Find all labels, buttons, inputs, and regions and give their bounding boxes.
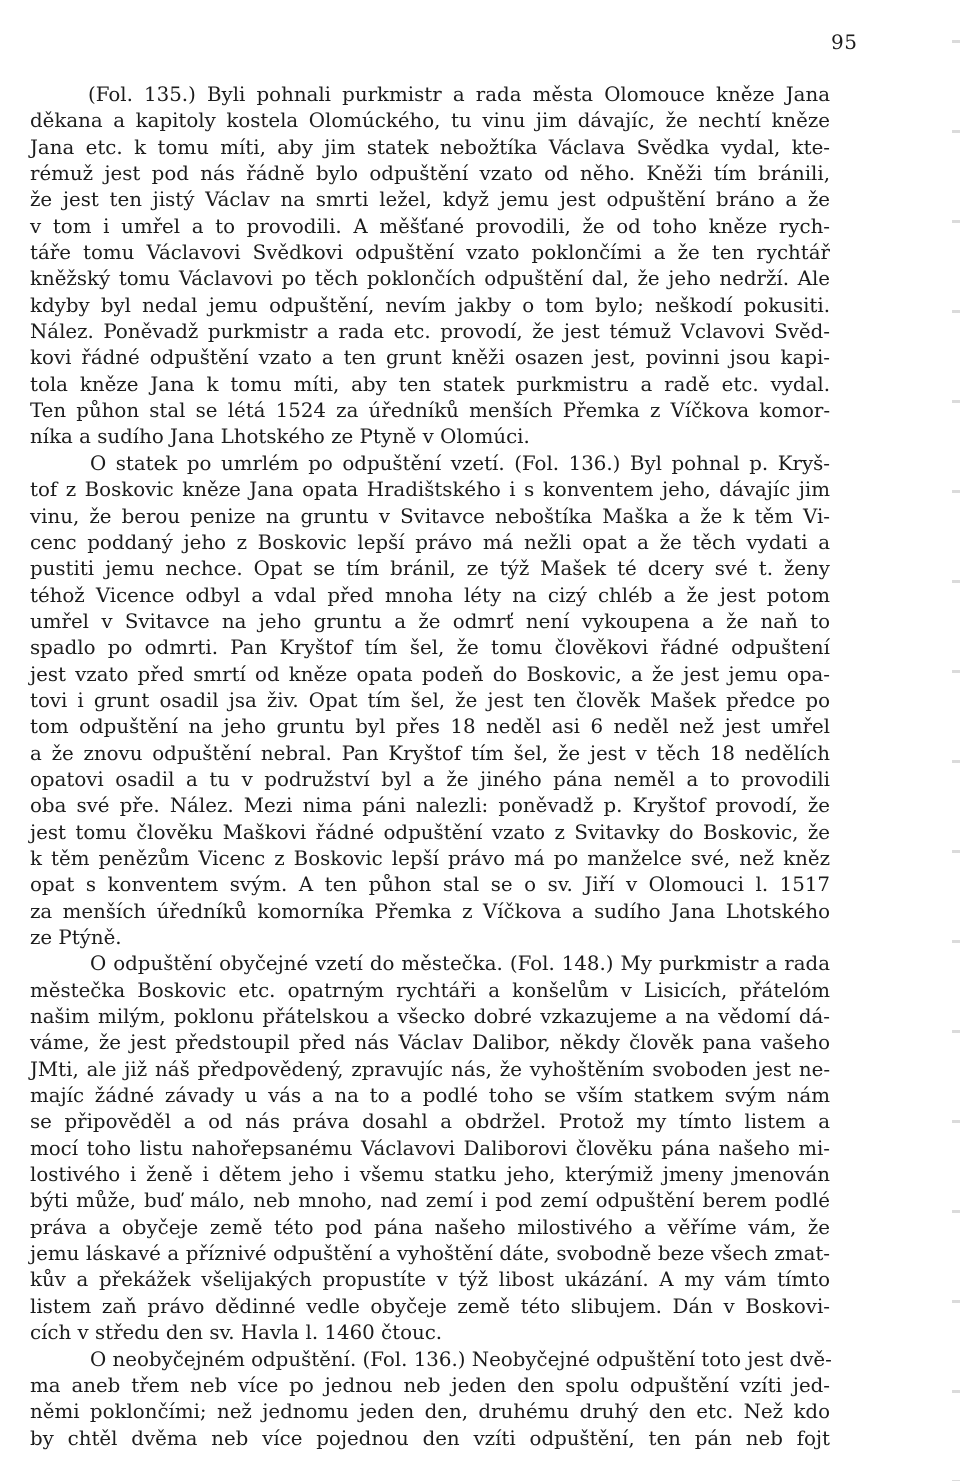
text-line: tom odpuštění na jeho gruntu byl přes 18 neděl asi 6 neděl než jest umřel <box>30 715 830 739</box>
text-line: tola kněze Jana k tomu míti, aby ten statek purkmistru a radě etc. vydal. <box>30 372 830 396</box>
text-line: opat s konventem svým. A ten půhon stal se o sv. Jiří v Olomouci l. 1517 <box>30 873 830 897</box>
text-line: by chtěl dvěma neb více pojednou den vzíti odpuštění, ten pán neb fojt <box>30 1426 830 1450</box>
text-line: pustiti jemu nechce. Opat se tím bránil, ze týž Mašek té dcery své t. ženy <box>30 557 830 581</box>
text-line: jest tomu člověku Maškovi řádné odpuštění vzato z Svitavky do Boskovic, že <box>30 820 830 844</box>
text-line: cenc poddaný jeho z Boskovic lepší právo má nežli opat a že těch vydati a <box>30 530 830 554</box>
text-line: táře tomu Václavovi Svědkovi odpuštění vzato poklončími a že ten rychtář <box>30 241 830 265</box>
text-line: našim milým, poklonu přátelskou a všecko dobré vzkazujeme a na vědomí dá- <box>30 1005 830 1029</box>
text-line: majíc žádné závady u vás a na to a podlé toho se vším statkem svým nám <box>30 1084 830 1108</box>
text-line: opatovi osadil a tu v podružství byl a že jiného pána neměl a to provodili <box>30 767 830 791</box>
text-line: kněžský tomu Václavovi po těch poklončích odpuštění dal, že jeho nedrží. Ale <box>30 267 830 291</box>
text-line: že jest ten jistý Václav na smrti ležel, když jemu jest odpuštění bráno a že <box>30 188 830 212</box>
text-line: váme, že jest předstoupil před nás Václav Dalibor, někdy člověk pana vašeho <box>30 1031 830 1055</box>
text-line: býti může, buď málo, neb mnoho, nad zemí i pod zemí odpuštění berem podlé <box>30 1189 830 1213</box>
text-line: mocí toho listu nahořepsanému Václavovi Daliborovi člověku pána našeho mi- <box>30 1136 830 1160</box>
text-line: kovi řádné odpuštění vzato a ten grunt kněži osazen jest, povinni jsou kapi- <box>30 346 830 370</box>
text-line: listem zaň právo dědinné vedle obyčeje země této slibujem. Dán v Boskovi- <box>30 1294 830 1318</box>
text-line: městečka Boskovic etc. opatrným rychtáři a konšelům v Lisicích, přátelóm <box>30 978 830 1002</box>
text-line: tof z Boskovic kněze Jana opata Hradištského i s konventem jeho, dávajíc jim <box>30 478 830 502</box>
text-line: němi poklončími; než jednomu jeden den, druhému druhý den etc. Než kdo <box>30 1400 830 1424</box>
text-line: k těm penězům Vicenc z Boskovic lepší právo má po manželce své, než kněz <box>30 846 830 870</box>
text-line: se připověděl a od nás práva dosahl a obdržel. Protož my tímto listem a <box>30 1110 830 1134</box>
text-line: kdyby byl nedal jemu odpuštění, nevím jakby o tom bylo; neškodí pokusiti. <box>30 293 830 317</box>
page-number: 95 <box>831 30 858 54</box>
text-line: děkana a kapitoly kostela Olomúckého, tu vinu jim dávajíc, že nechtí kněze <box>30 109 830 133</box>
text-line: práva a obyčeje země této pod pána našeho milostivého a věříme vám, že <box>30 1215 830 1239</box>
text-line: téhož Vicence odbyl a vdal před mnoha léty na cizý chléb a že jest potom <box>30 583 830 607</box>
text-line: níka a sudího Jana Lhotského ze Ptyně v Olomúci. <box>30 425 530 449</box>
text-line: (Fol. 135.) Byli pohnali purkmistr a rada města Olomouce kněze Jana <box>88 83 830 106</box>
text-line: umřel v Svitavce na jeho gruntu a že odmrť není vykoupena a že naň to <box>30 609 830 633</box>
text-line: oba své pře. Nález. Mezi nima páni nalezli: poněvadž p. Kryštof provodí, že <box>30 794 830 818</box>
text-line: JMti, ale již náš předpovědený, zpravujíc nás, že vyhoštěním svoboden jest ne- <box>30 1057 830 1081</box>
scan-edge-marks <box>952 0 960 1481</box>
text-line: Jana etc. k tomu míti, aby jim statek nebožtíka Václava Svědka vydal, kte- <box>30 135 830 159</box>
text-line: jest vzato před smrtí od kněze opata podeň do Boskovic, a že jest jemu opa- <box>30 662 830 686</box>
text-line: spadlo po odmrti. Pan Kryštof tím šel, že tomu člověkovi řádné odpuštení <box>30 636 830 660</box>
text-line: ze Ptýně. <box>30 926 122 949</box>
text-line: a že znovu odpuštění nebral. Pan Kryštof tím šel, že jest v těch 18 nedělích <box>30 741 830 765</box>
text-line: Ten půhon stal se létá 1524 za úředníků menších Přemka z Víčkova komor- <box>30 399 830 423</box>
text-line: vinu, že berou penize na gruntu v Svitavce neboštíka Maška a že k těm Vi- <box>30 504 830 528</box>
text-line: za menších úředníků komorníka Přemka z Víčkova a sudího Jana Lhotského <box>30 899 830 923</box>
text-line: O neobyčejném odpuštění. (Fol. 136.) Neobyčejné odpuštění toto jest dvě- <box>90 1347 832 1371</box>
text-line: ma aneb třem neb více po jednou neb jeden den spolu odpuštění vzíti jed- <box>30 1373 830 1397</box>
text-line: jemu láskavé a příznivé odpuštění a vyhoštění dáte, svobodně beze všech zmat- <box>30 1242 830 1266</box>
text-line: cích v středu den sv. Havla l. 1460 čtouc. <box>30 1321 443 1345</box>
text-line: Nález. Poněvadž purkmistr a rada etc. provodí, že jest témuž Vclavovi Svěd- <box>30 320 830 344</box>
text-line: O statek po umrlém po odpuštění vzetí. (Fol. 136.) Byl pohnal p. Kryš- <box>90 451 830 475</box>
body-text <box>30 82 830 1452</box>
text-line: lostivého i ženě i dětem jeho i všemu statku jeho, kterýmiž jmeny jmenován <box>30 1163 830 1187</box>
text-line: rémuž jest pod nás řádně bylo odpuštění vzato od něho. Kněži tím bránili, <box>30 162 830 186</box>
text-line: kův a překážek všelijakých propustíte v týž libost ukázání. A my vám tímto <box>30 1268 830 1292</box>
text-line: v tom i umřel a to provodili. A měšťané provodili, že od toho kněze rych- <box>30 214 830 238</box>
text-line: tovi i grunt osadil jsa živ. Opat tím šel, že jest ten člověk Mašek předce po <box>30 688 830 712</box>
text-line: O odpuštění obyčejné vzetí do městečka. (Fol. 148.) My purkmistr a rada <box>90 952 830 976</box>
